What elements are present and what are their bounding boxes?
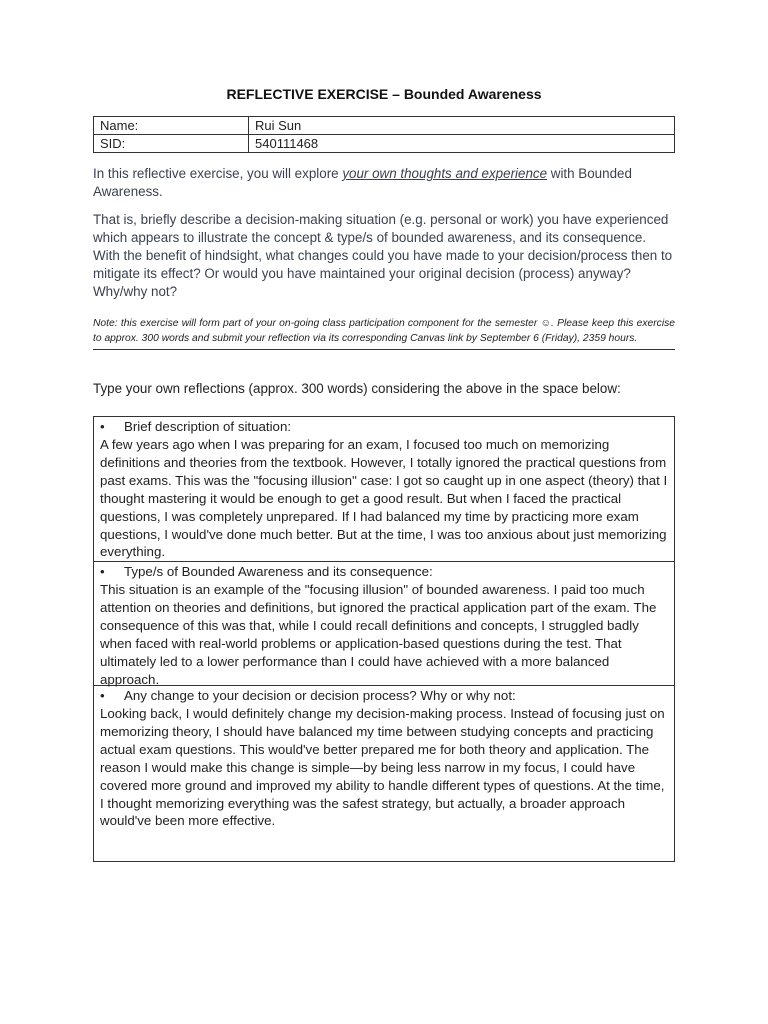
section-decision-change	[94, 686, 674, 861]
student-info-table	[93, 116, 675, 153]
section-body-text: Looking back, I would definitely change my decision-making process. Instead of focusing just on memorizing theory, I should have balanced my time between studying concepts and practicing actual exam questions. This would've better prepared me for both theory and application. The reason I would make this change is simple—by being less narrow in my focus, I could have covered more ground and improved my ability to handle different types of questions. At the time, I thought memorizing everything was the safest strategy, but actually, a broader approach would've been more effective.	[100, 706, 665, 829]
intro-text-after: with Bounded Awareness.	[93, 166, 632, 199]
name-value: Rui Sun	[249, 117, 675, 135]
sid-value: 540111468	[249, 135, 675, 153]
section-body-text: This situation is an example of the "focusing illusion" of bounded awareness. I paid too much attention on theories and definitions, but ignored the practical application part of the exam. The consequence of this was that, while I could recall definitions and concepts, I struggled badly when faced with real-world problems or application-based questions during the test. That ultimately led to a lower performance than I could have achieved with a more balanced approach.	[100, 582, 657, 687]
bullet-icon: •	[100, 564, 105, 579]
sid-label: SID:	[94, 135, 249, 153]
section-heading-text: Brief description of situation:	[124, 419, 292, 434]
reflection-box[interactable]	[93, 416, 675, 862]
section-heading	[100, 418, 291, 436]
reflection-prompt: Type your own reflections (approx. 300 words) considering the above in the space below:	[93, 381, 621, 396]
intro-paragraph-2: That is, briefly describe a decision-making situation (e.g. personal or work) you have experienced which appears to illustrate the concept & type/s of bounded awareness, and its consequence. With the benefit of hindsight, what changes could you have made to your decision/process then to mitigate its effect? Or would you have maintained your original decision (process) anyway? Why/why not?	[93, 212, 673, 299]
name-label: Name:	[94, 117, 249, 135]
section-body-text: A few years ago when I was preparing for an exam, I focused too much on memorizing definitions and theories from the textbook. However, I totally ignored the practical questions from past exams. This was the "focusing illusion" case: I got so caught up in one aspect (theory) that I thought mastering it would be enough to get a good result. But when I faced the practical questions, I was completely unprepared. If I had balanced my time by practicing more exam questions, I would've done much better. But at the time, I was too anxious about just memorizing everything.	[100, 437, 668, 560]
sid-row	[94, 135, 675, 153]
section-bounded-awareness-type	[94, 562, 674, 686]
document-title: REFLECTIVE EXERCISE – Bounded Awareness	[226, 86, 542, 102]
intro-underlined-phrase: your own thoughts and experience	[342, 166, 548, 181]
note-text: Note: this exercise will form part of your on-going class participation component for the semester ☺. Please keep this exercise to approx. 300 words and submit your reflection via its corresponding Canvas link by September 6 (Friday), 2359 hours.	[93, 317, 675, 350]
section-situation	[94, 417, 674, 562]
intro-paragraph-1	[93, 165, 675, 201]
section-heading	[100, 563, 433, 581]
bullet-icon: •	[100, 688, 105, 703]
section-heading-text: Any change to your decision or decision process? Why or why not:	[124, 688, 516, 703]
name-row	[94, 117, 675, 135]
bullet-icon: •	[100, 419, 105, 434]
intro-text-before: In this reflective exercise, you will explore	[93, 166, 343, 181]
section-heading-text: Type/s of Bounded Awareness and its consequence:	[124, 564, 433, 579]
section-heading	[100, 687, 516, 705]
